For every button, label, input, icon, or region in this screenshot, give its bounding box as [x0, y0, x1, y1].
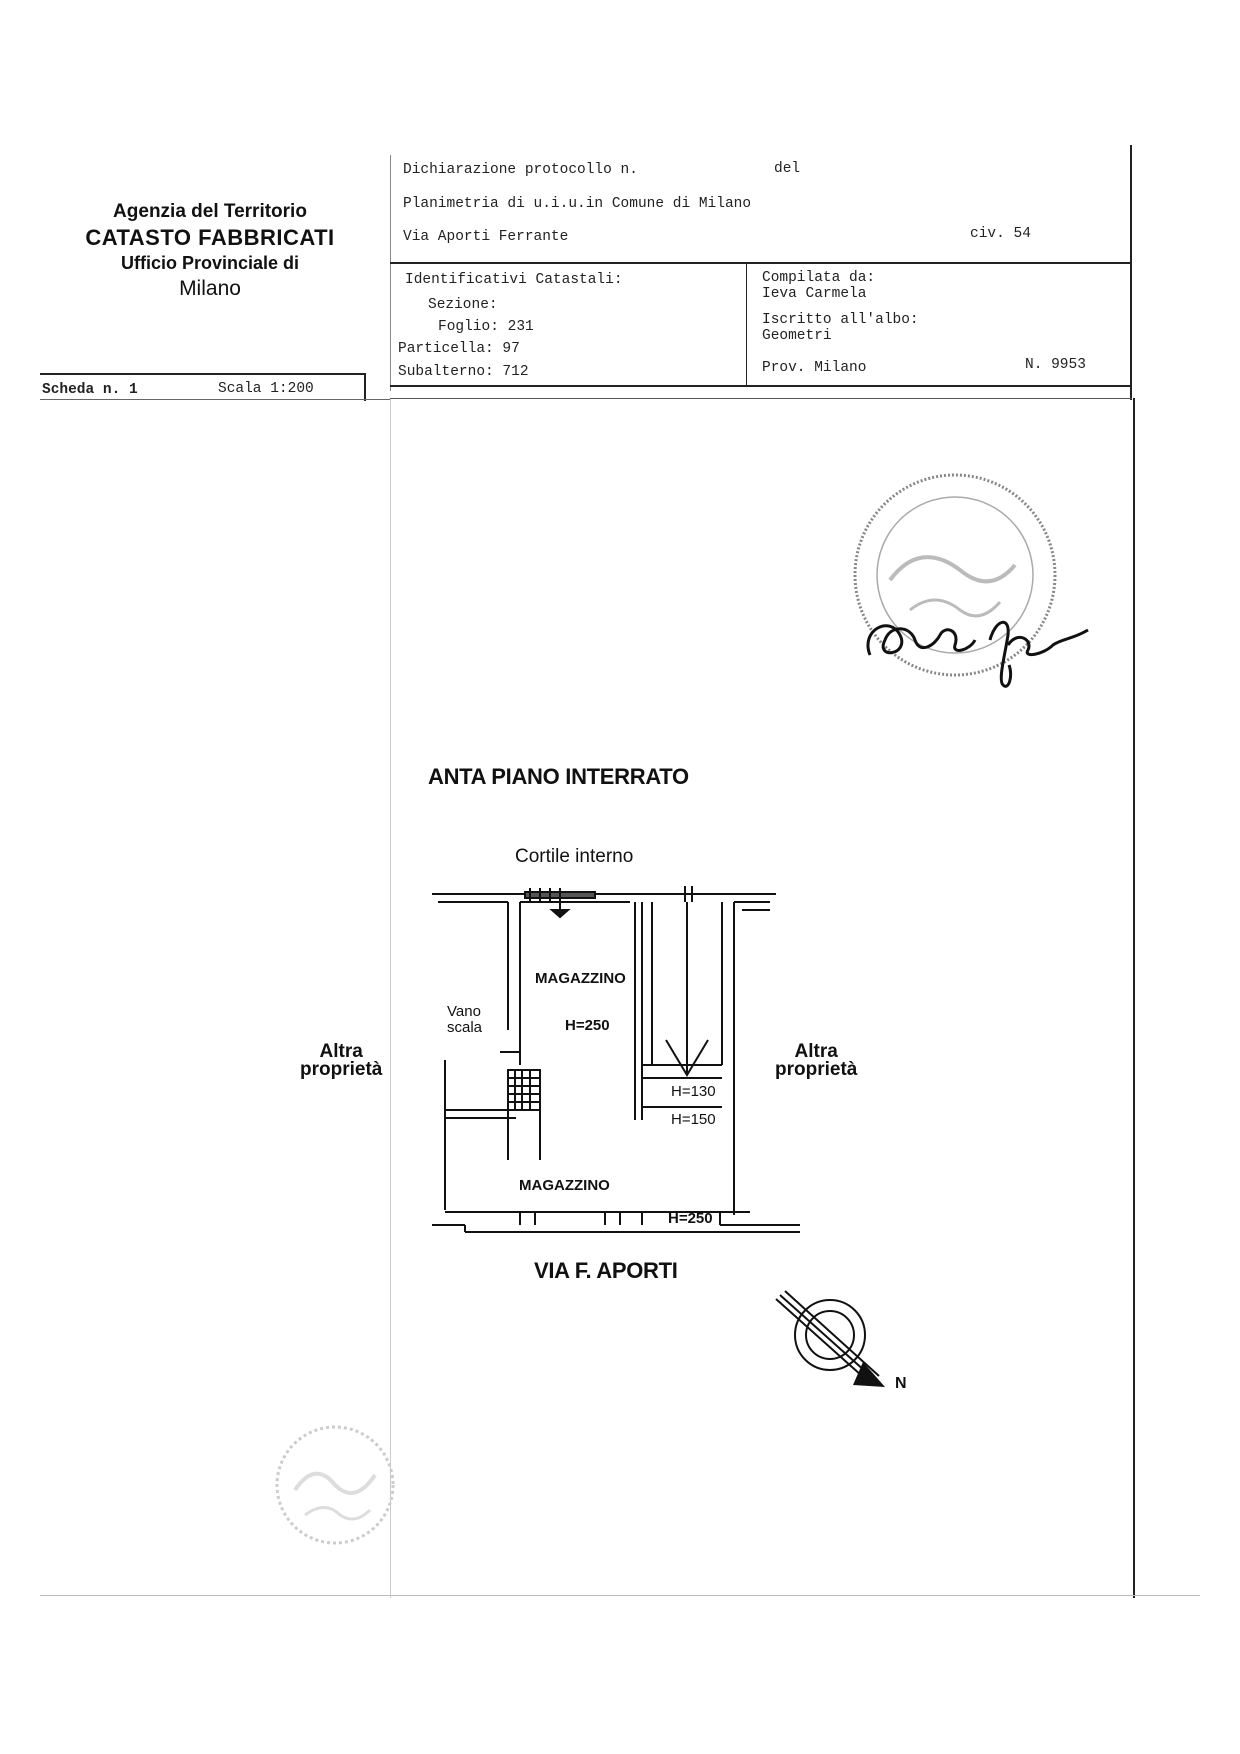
surveyor-stamp-signature: [840, 470, 1100, 720]
north-label: N: [895, 1375, 907, 1392]
header-bottom-border: [390, 385, 1132, 387]
protocol-label: Dichiarazione protocollo n.: [403, 162, 638, 178]
foglio-field: Foglio: 231: [438, 319, 534, 335]
header-left-border: [390, 155, 391, 391]
altra-left-line1: Altra: [319, 1041, 363, 1062]
scheda-right-border: [364, 373, 366, 401]
compilata-name: Ieva Carmela: [762, 286, 867, 302]
agency-block: [60, 200, 360, 302]
h130-label: H=130: [671, 1083, 716, 1100]
header-right-border: [1130, 145, 1132, 400]
scala-label: Scala 1:200: [218, 381, 314, 397]
protocol-del: del: [774, 161, 801, 177]
agency-name: Agenzia del Territorio: [113, 201, 307, 222]
ufficio-label: Ufficio Provinciale di: [120, 253, 300, 274]
scheda-label: Scheda n. 1: [42, 382, 138, 398]
altra-proprieta-left: [300, 1043, 382, 1079]
magazzino-top-label: MAGAZZINO: [535, 970, 626, 987]
h150-label: H=150: [671, 1111, 716, 1128]
scheda-top-border: [40, 373, 365, 375]
header-mid-divider: [390, 262, 1132, 264]
prov-label: Prov. Milano: [762, 360, 867, 376]
header-col-divider: [746, 262, 747, 386]
scala-room-label: scala: [447, 1019, 483, 1036]
altra-proprieta-right: [775, 1043, 857, 1079]
magazzino-bottom-label: MAGAZZINO: [519, 1177, 610, 1194]
plan-title: ANTA PIANO INTERRATO: [428, 764, 689, 789]
sezione-field: Sezione:: [428, 297, 498, 313]
planimetria-label: Planimetria di u.i.u.in Comune di Milano: [403, 196, 752, 212]
subalterno-field: Subalterno: 712: [398, 364, 529, 380]
street-label: VIA F. APORTI: [534, 1258, 678, 1283]
address-label: Via Aporti Ferrante: [403, 229, 569, 245]
compilata-label: Compilata da:: [762, 270, 876, 286]
drawing-bottom-edge: [40, 1595, 1200, 1596]
altra-right-line2: proprietà: [775, 1059, 858, 1081]
catasto-title: CATASTO FABBRICATI: [85, 225, 335, 251]
altra-right-line1: Altra: [794, 1041, 838, 1062]
vano-label: Vano: [447, 1003, 481, 1020]
floor-plan: [430, 880, 810, 1250]
civ-label: civ. 54: [970, 226, 1031, 242]
city-label: Milano: [179, 276, 241, 300]
identificativi-title: Identificativi Catastali:: [405, 272, 623, 288]
scheda-bottom-border: [40, 399, 390, 400]
cortile-label: Cortile interno: [515, 846, 634, 867]
drawing-top-edge: [390, 398, 1132, 399]
albo-value: Geometri: [762, 328, 832, 344]
albo-label: Iscritto all'albo:: [762, 312, 919, 328]
altra-left-line2: proprietà: [300, 1059, 383, 1081]
numero-label: N. 9953: [1025, 357, 1086, 373]
particella-field: Particella: 97: [398, 341, 520, 357]
magazzino-top-height: H=250: [565, 1017, 610, 1034]
faded-stamp-icon: [265, 1420, 405, 1550]
magazzino-bottom-height: H=250: [668, 1210, 713, 1227]
north-arrow-icon: [775, 1290, 905, 1400]
